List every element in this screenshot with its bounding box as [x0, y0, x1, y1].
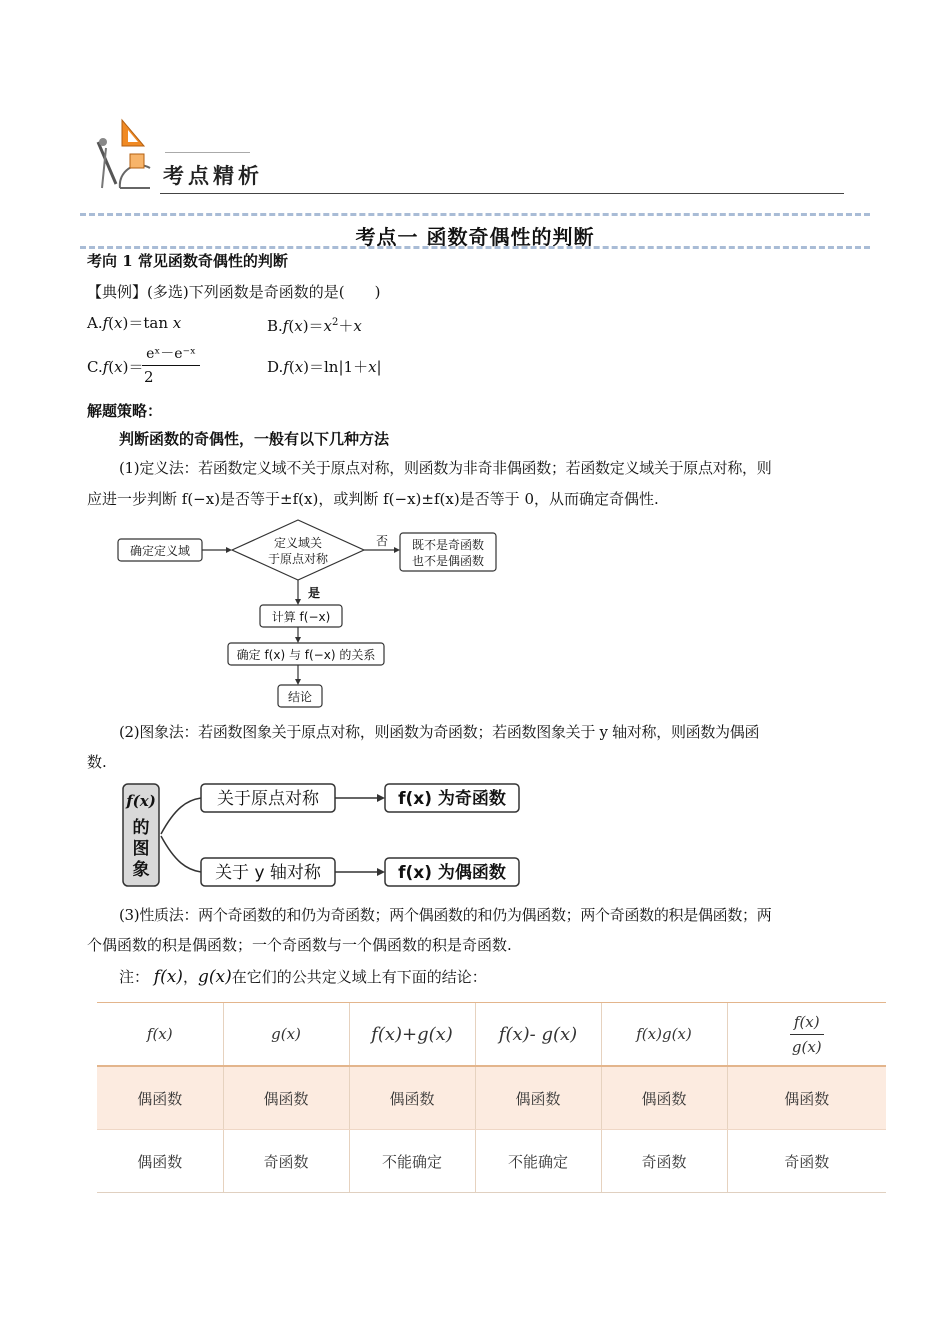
table-cell: 偶函数	[601, 1066, 727, 1130]
note-rest: 在它们的公共定义域上有下面的结论：	[231, 968, 487, 986]
table-header-cell: f(x)	[97, 1003, 223, 1067]
table-cell: 不能确定	[349, 1130, 475, 1193]
option-a-rest: )＝tan	[122, 314, 173, 332]
parity-table	[97, 1002, 886, 1193]
option-d-x2: x	[368, 358, 377, 376]
table-cell: 偶函数	[475, 1066, 601, 1130]
flow-no-result-line1: 既不是奇函数	[411, 538, 485, 552]
example-text: (多选)下列函数是奇函数的是( )	[147, 283, 381, 301]
table-cell: 奇函数	[601, 1130, 727, 1193]
option-c-eq: )＝	[122, 358, 144, 376]
table-header-cell: g(x)	[223, 1003, 349, 1067]
method3-line2: 个偶函数的积是偶函数；一个奇函数与一个偶函数的积是奇函数.	[87, 936, 512, 954]
table-cell: 偶函数	[97, 1130, 223, 1193]
table-cell: 奇函数	[727, 1130, 886, 1193]
graph-source-char2: 图	[132, 839, 150, 859]
table-header-cell: f(x)g(x)	[601, 1003, 727, 1067]
note-fx: f(x)	[153, 967, 183, 987]
graph-branch1-text: 关于原点对称	[217, 789, 319, 809]
table-header-cell: f(x)+g(x)	[349, 1003, 475, 1067]
graph-branch2-text: 关于 y 轴对称	[215, 863, 321, 883]
example-prefix: 【典例】	[87, 283, 148, 301]
option-b-x: x	[294, 317, 303, 335]
option-c-numerator: eˣ－e⁻ˣ	[142, 343, 200, 366]
option-c-f: f	[102, 358, 109, 376]
graph-result1-text: f(x) 为奇函数	[398, 789, 506, 809]
option-c-paren: (	[108, 358, 115, 376]
strategy-heading: 解题策略：	[87, 402, 163, 420]
flow-no-result-line2: 也不是偶函数	[411, 554, 485, 568]
method1-line2: 应进一步判断 f(−x)是否等于±f(x)，或判断 f(−x)±f(x)是否等于 0，从而确定奇偶性.	[87, 490, 659, 508]
option-b-mid: )＝	[302, 317, 324, 335]
flow-decision-line2: 于原点对称	[267, 552, 329, 566]
table-header-cell: f(x)- g(x)	[475, 1003, 601, 1067]
option-d-x: x	[294, 358, 304, 376]
table-row	[97, 1130, 886, 1193]
flow-decision-line1: 定义域关	[273, 536, 323, 550]
table-cell: 偶函数	[349, 1066, 475, 1130]
flow-decision-diamond	[232, 520, 364, 580]
option-c-denominator: 2	[144, 368, 154, 386]
option-d-paren: (	[288, 358, 295, 376]
option-d-f: f	[283, 358, 289, 376]
note-prefix: 注：	[119, 968, 150, 986]
table-header-row	[97, 1003, 886, 1067]
table-cell: 不能确定	[475, 1130, 601, 1193]
option-c-fraction	[142, 343, 200, 388]
table-header-frac-num: f(x)	[790, 1010, 824, 1035]
flow-step2-text: 确定 f(x) 与 f(−x) 的关系	[236, 648, 376, 662]
option-a-x: x	[114, 314, 123, 332]
option-d-label: D.	[267, 358, 284, 376]
table-cell: 偶函数	[97, 1066, 223, 1130]
flow-end-text: 结论	[287, 690, 313, 704]
table-cell: 偶函数	[727, 1066, 886, 1130]
option-c-label: C.	[87, 358, 103, 376]
option-a-f: f	[102, 314, 109, 332]
option-c	[87, 356, 143, 378]
flow-no-label: 否	[375, 534, 389, 548]
table-header-cell	[727, 1003, 886, 1067]
table-cell: 偶函数	[223, 1066, 349, 1130]
option-b-label: B.	[267, 317, 283, 335]
option-b	[267, 312, 362, 337]
method3-line1: (3)性质法：两个奇函数的和仍为奇函数；两个偶函数的和仍为偶函数；两个奇函数的积是偶函数；两	[119, 906, 772, 924]
section-divider-bottom	[80, 246, 870, 249]
option-a-label: A.	[87, 314, 103, 332]
note-line	[119, 966, 870, 988]
option-b-x3: x	[353, 317, 362, 335]
example-question	[87, 281, 870, 303]
banner-rule	[160, 193, 844, 194]
option-a-paren: (	[108, 314, 115, 332]
table-row	[97, 1066, 886, 1130]
table-header-fraction	[790, 1010, 824, 1059]
option-d	[267, 356, 382, 378]
option-b-f: f	[282, 317, 289, 335]
option-c-x: x	[114, 358, 123, 376]
graph-result2-text: f(x) 为偶函数	[398, 863, 506, 883]
graph-source-top: f(x)	[126, 792, 156, 810]
option-b-plus: ＋	[338, 317, 354, 335]
option-d-rest: )＝ln|1＋	[303, 358, 369, 376]
strategy-intro: 判断函数的奇偶性，一般有以下几种方法	[119, 430, 390, 448]
option-d-end: |	[376, 358, 382, 376]
option-a	[87, 312, 181, 334]
banner-title: 考点精析	[163, 164, 263, 188]
option-b-paren: (	[288, 317, 295, 335]
section-divider-top	[80, 213, 870, 216]
method2-line1: (2)图象法：若函数图象关于原点对称，则函数为奇函数；若函数图象关于 y 轴对称，则函数为偶函	[119, 723, 760, 741]
banner-accent-rule	[165, 152, 250, 153]
note-gx: g(x)	[197, 967, 232, 987]
flow-yes-label: 是	[307, 586, 321, 600]
table-header-frac-den: g(x)	[791, 1037, 822, 1056]
option-a-x2: x	[172, 314, 182, 332]
flow-start-text: 确定定义域	[129, 544, 191, 558]
flowchart-definition	[110, 515, 510, 715]
method1-line1: (1)定义法：若函数定义域不关于原点对称，则函数为非奇非偶函数；若函数定义域关于原点对称，则	[119, 459, 772, 477]
graph-source-char1: 的	[132, 818, 150, 838]
graph-source-char3: 象	[132, 860, 150, 880]
note-comma: ，	[182, 968, 198, 986]
tools-logo-icon	[92, 118, 154, 192]
section-title: 考点一 函数奇偶性的判断	[355, 225, 595, 249]
table-cell: 奇函数	[223, 1130, 349, 1193]
flowchart-graph-method	[115, 778, 525, 892]
option-b-power: 2	[332, 317, 339, 328]
subtopic-title: 考向 1 常见函数奇偶性的判断	[87, 252, 288, 270]
flow-step1-text: 计算 f(−x)	[271, 610, 331, 624]
option-b-x2: x	[323, 317, 333, 335]
method2-line2: 数.	[87, 753, 107, 771]
